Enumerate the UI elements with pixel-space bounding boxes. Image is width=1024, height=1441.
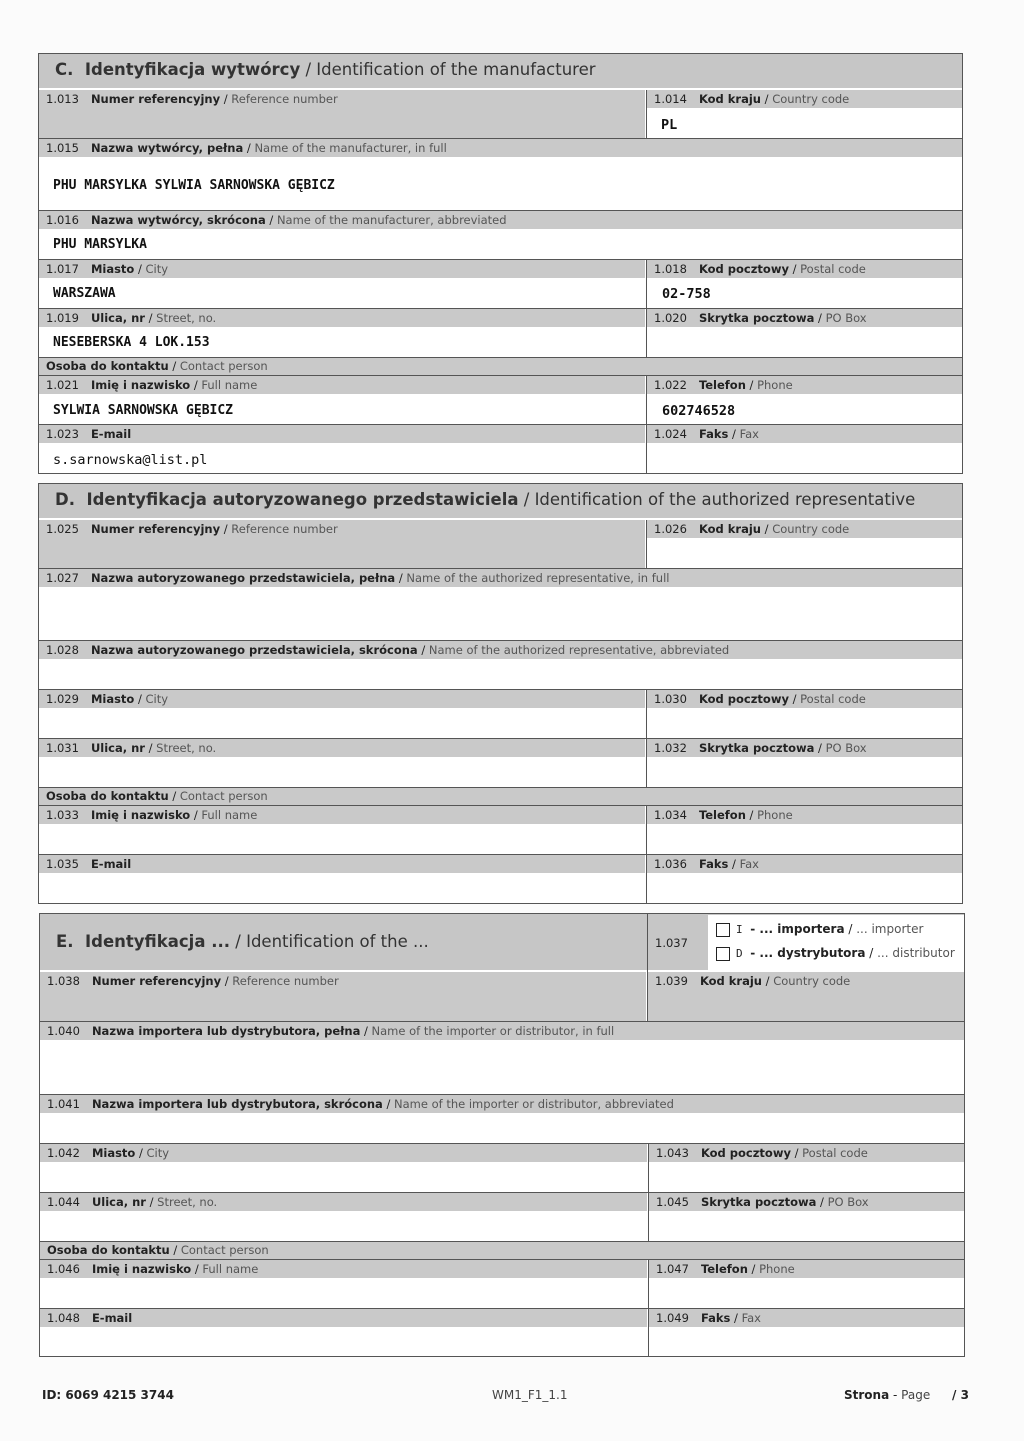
- option-distributor[interactable]: D - ... dystrybutora / ... distributor: [716, 946, 955, 961]
- field-number: 1.023: [46, 427, 79, 441]
- label-en: Reference number: [231, 522, 338, 536]
- label-pl: Skrytka pocztowa: [698, 311, 815, 325]
- label-pl: Telefon: [698, 378, 746, 392]
- field-number: 1.037: [655, 936, 688, 950]
- label-pl: Nazwa importera lub dystrybutora, pełna: [91, 1024, 361, 1038]
- field-1039-label: 1.039 Kod kraju / Country code: [648, 972, 964, 1021]
- label-pl: Miasto: [90, 262, 135, 276]
- label-pl: Imię i nazwisko: [90, 808, 191, 822]
- field-1026-label: 1.026 Kod kraju / Country code: [647, 520, 962, 538]
- label-pl: E-mail: [90, 427, 132, 441]
- phone-value[interactable]: 602746528: [662, 403, 736, 419]
- field-number: 1.014: [654, 92, 687, 106]
- field-number: 1.022: [654, 378, 687, 392]
- field-number: 1.031: [46, 741, 79, 755]
- label-en: Name of the importer or distributor, abbreviated: [394, 1097, 674, 1111]
- label-pl: Faks: [698, 427, 729, 441]
- field-1044-label: 1.044 Ulica, nr / Street, no.: [40, 1193, 647, 1211]
- contact-person-header: Osoba do kontaktu / Contact person: [40, 1242, 964, 1259]
- field-number: 1.039: [655, 974, 688, 988]
- label-en: Full name: [202, 1262, 259, 1276]
- postal-code-value[interactable]: 02-758: [662, 286, 711, 302]
- label-pl: Faks: [698, 857, 729, 871]
- label-en: City: [145, 262, 169, 276]
- section-e-title-pl: Identyfikacja ...: [85, 932, 231, 951]
- field-number: 1.043: [656, 1146, 689, 1160]
- field-number: 1.030: [654, 692, 687, 706]
- label-pl: Kod kraju: [698, 92, 761, 106]
- field-number: 1.021: [46, 378, 79, 392]
- page-total: / 3: [952, 1388, 969, 1402]
- contact-pl: Osoba do kontaktu: [46, 789, 169, 803]
- field-number: 1.036: [654, 857, 687, 871]
- label-pl: Telefon: [700, 1262, 748, 1276]
- label-en: Postal code: [800, 692, 866, 706]
- field-number: 1.038: [47, 974, 80, 988]
- manufacturer-full-name-value[interactable]: PHU MARSYLKA SYLWIA SARNOWSKA GĘBICZ: [53, 178, 335, 193]
- field-number: 1.019: [46, 311, 79, 325]
- label-en: Country code: [772, 522, 850, 536]
- label-pl: Faks: [700, 1311, 731, 1325]
- label-en: Street, no.: [156, 311, 217, 325]
- section-e-importer-distributor: [39, 913, 965, 1357]
- field-number: 1.018: [654, 262, 687, 276]
- document-id: ID: 6069 4215 3744: [42, 1388, 174, 1402]
- label-pl: Numer referencyjny: [91, 974, 222, 988]
- page-en: Page: [901, 1388, 931, 1402]
- field-1046-label: 1.046 Imię i nazwisko / Full name: [40, 1260, 647, 1278]
- label-pl: Kod pocztowy: [698, 692, 789, 706]
- field-number: 1.045: [656, 1195, 689, 1209]
- form-code: WM1_F1_1.1: [492, 1388, 568, 1402]
- label-pl: Telefon: [698, 808, 746, 822]
- field-1032-label: 1.032 Skrytka pocztowa / PO Box: [647, 739, 962, 757]
- label-en: Reference number: [232, 974, 339, 988]
- section-d-authorized-representative: [38, 483, 963, 904]
- field-1027-label: 1.027 Nazwa autoryzowanego przedstawiciela, pełna / Name of the authorized representative, in full: [39, 569, 962, 587]
- field-1048-label: [40, 1309, 647, 1327]
- label-en: City: [146, 1146, 170, 1160]
- label-en: PO Box: [827, 1195, 869, 1209]
- section-e-title-en: Identification of the ...: [246, 932, 429, 951]
- contact-en: Contact person: [179, 359, 268, 373]
- option-code: I: [736, 923, 743, 936]
- field-1022-label: 1.022 Telefon / Phone: [647, 376, 962, 394]
- field-number: 1.047: [656, 1262, 689, 1276]
- field-number: 1.016: [46, 213, 79, 227]
- label-pl: Kod kraju: [698, 522, 761, 536]
- label-pl: Nazwa autoryzowanego przedstawiciela, skrócona: [90, 643, 418, 657]
- option-pl: - ... dystrybutora: [750, 946, 866, 960]
- label-en: Name of the manufacturer, abbreviated: [276, 213, 507, 227]
- field-number: 1.048: [47, 1311, 80, 1325]
- field-number: 1.044: [47, 1195, 80, 1209]
- field-1033-label: 1.033 Imię i nazwisko / Full name: [39, 806, 645, 824]
- section-c-manufacturer: [38, 53, 963, 474]
- field-1029-label: 1.029 Miasto / City: [39, 690, 645, 708]
- section-d-title-pl: Identyfikacja autoryzowanego przedstawiciela: [86, 490, 519, 509]
- label-pl: E-mail: [90, 857, 132, 871]
- label-pl: Imię i nazwisko: [91, 1262, 192, 1276]
- field-1019-label: 1.019 Ulica, nr / Street, no.: [39, 309, 645, 327]
- label-pl: Miasto: [90, 692, 135, 706]
- label-en: Country code: [772, 92, 850, 106]
- section-d-title: D. Identyfikacja autoryzowanego przedstawiciela / Identification of the authorized representative: [39, 484, 962, 518]
- label-en: Phone: [759, 1262, 795, 1276]
- label-en: Phone: [757, 808, 793, 822]
- field-1049-label: 1.049 Faks / Fax: [649, 1309, 964, 1327]
- option-code: D: [736, 947, 743, 960]
- field-1037-label: [648, 934, 708, 952]
- importer-checkbox[interactable]: [716, 923, 730, 937]
- field-number: 1.049: [656, 1311, 689, 1325]
- label-pl: Kod pocztowy: [698, 262, 789, 276]
- field-1018-label: 1.018 Kod pocztowy / Postal code: [647, 260, 962, 278]
- field-number: 1.027: [46, 571, 79, 585]
- field-1021-label: 1.021 Imię i nazwisko / Full name: [39, 376, 645, 394]
- label-pl: Numer referencyjny: [90, 522, 221, 536]
- field-number: 1.042: [47, 1146, 80, 1160]
- street-value[interactable]: NESEBERSKA 4 LOK.153: [53, 335, 210, 350]
- field-1040-label: 1.040 Nazwa importera lub dystrybutora, pełna / Name of the importer or distributor, in full: [40, 1022, 964, 1040]
- section-c-title-pl: Identyfikacja wytwórcy: [84, 60, 301, 79]
- field-number: 1.040: [47, 1024, 80, 1038]
- label-en: Phone: [757, 378, 793, 392]
- label-en: Street, no.: [156, 741, 217, 755]
- option-en: ... distributor: [877, 946, 955, 960]
- field-1016-label: 1.016 Nazwa wytwórcy, skrócona / Name of the manufacturer, abbreviated: [39, 211, 962, 229]
- field-1015-label: 1.015 Nazwa wytwórcy, pełna / Name of the manufacturer, in full: [39, 139, 962, 157]
- field-number: 1.046: [47, 1262, 80, 1276]
- label-en: Name of the importer or distributor, in full: [371, 1024, 615, 1038]
- field-1038-label: 1.038 Numer referencyjny / Reference number: [40, 972, 646, 1021]
- field-1014-label: 1.014 Kod kraju / Country code: [647, 90, 962, 108]
- field-1034-label: 1.034 Telefon / Phone: [647, 806, 962, 824]
- field-1031-label: 1.031 Ulica, nr / Street, no.: [39, 739, 645, 757]
- label-en: Street, no.: [157, 1195, 218, 1209]
- field-1041-label: 1.041 Nazwa importera lub dystrybutora, skrócona / Name of the importer or distributor, abbreviated: [40, 1095, 964, 1113]
- option-importer[interactable]: I - ... importera / ... importer: [716, 922, 923, 937]
- label-pl: Nazwa importera lub dystrybutora, skrócona: [91, 1097, 383, 1111]
- label-en: Fax: [739, 857, 759, 871]
- field-number: 1.034: [654, 808, 687, 822]
- label-pl: Ulica, nr: [91, 1195, 146, 1209]
- contact-en: Contact person: [180, 1243, 269, 1257]
- field-number: 1.026: [654, 522, 687, 536]
- label-pl: Numer referencyjny: [90, 92, 221, 106]
- section-d-title-en: Identification of the authorized representative: [534, 490, 916, 509]
- field-1023-label: [39, 425, 645, 443]
- field-1042-label: 1.042 Miasto / City: [40, 1144, 647, 1162]
- label-pl: Miasto: [91, 1146, 136, 1160]
- label-en: Reference number: [231, 92, 338, 106]
- field-number: 1.020: [654, 311, 687, 325]
- field-1030-label: 1.030 Kod pocztowy / Postal code: [647, 690, 962, 708]
- field-number: 1.041: [47, 1097, 80, 1111]
- country-code-value[interactable]: PL: [661, 117, 678, 133]
- field-1043-label: 1.043 Kod pocztowy / Postal code: [649, 1144, 964, 1162]
- contact-en: Contact person: [179, 789, 268, 803]
- option-en: ... importer: [856, 922, 924, 936]
- section-c-title: C. Identyfikacja wytwórcy / Identification of the manufacturer: [39, 54, 962, 88]
- label-pl: E-mail: [91, 1311, 133, 1325]
- field-1025-label: 1.025 Numer referencyjny / Reference number: [39, 520, 645, 568]
- field-number: 1.028: [46, 643, 79, 657]
- label-en: Name of the manufacturer, in full: [254, 141, 447, 155]
- label-en: Name of the authorized representative, abbreviated: [428, 643, 730, 657]
- contact-person-header: Osoba do kontaktu / Contact person: [39, 788, 962, 805]
- label-en: City: [145, 692, 169, 706]
- email-value[interactable]: s.sarnowska@list.pl: [53, 452, 208, 468]
- contact-pl: Osoba do kontaktu: [46, 359, 169, 373]
- field-number: 1.013: [46, 92, 79, 106]
- manufacturer-short-name-value[interactable]: PHU MARSYLKA: [53, 237, 147, 252]
- label-en: Postal code: [802, 1146, 868, 1160]
- contact-name-value[interactable]: SYLWIA SARNOWSKA GĘBICZ: [53, 403, 234, 418]
- section-c-title-en: Identification of the manufacturer: [316, 60, 596, 79]
- field-1013-label: 1.013 Numer referencyjny / Reference number: [39, 90, 645, 138]
- field-number: 1.024: [654, 427, 687, 441]
- field-1017-label: 1.017 Miasto / City: [39, 260, 645, 278]
- label-pl: Nazwa wytwórcy, skrócona: [90, 213, 266, 227]
- label-pl: Skrytka pocztowa: [700, 1195, 817, 1209]
- contact-pl: Osoba do kontaktu: [47, 1243, 170, 1257]
- label-en: Fax: [739, 427, 759, 441]
- field-number: 1.025: [46, 522, 79, 536]
- field-1028-label: 1.028 Nazwa autoryzowanego przedstawiciela, skrócona / Name of the authorized representative, abbreviated: [39, 641, 962, 659]
- field-1020-label: 1.020 Skrytka pocztowa / PO Box: [647, 309, 962, 327]
- label-pl: Ulica, nr: [90, 311, 145, 325]
- label-pl: Kod pocztowy: [700, 1146, 791, 1160]
- field-number: 1.015: [46, 141, 79, 155]
- field-number: 1.033: [46, 808, 79, 822]
- label-en: Postal code: [800, 262, 866, 276]
- label-en: PO Box: [825, 311, 867, 325]
- page-indicator: Strona - Page / 3: [844, 1388, 969, 1402]
- label-en: PO Box: [825, 741, 867, 755]
- label-en: Full name: [201, 378, 258, 392]
- label-pl: Skrytka pocztowa: [698, 741, 815, 755]
- label-en: Full name: [201, 808, 258, 822]
- label-pl: Imię i nazwisko: [90, 378, 191, 392]
- field-number: 1.017: [46, 262, 79, 276]
- field-number: 1.029: [46, 692, 79, 706]
- field-number: 1.035: [46, 857, 79, 871]
- field-1047-label: 1.047 Telefon / Phone: [649, 1260, 964, 1278]
- label-pl: Ulica, nr: [90, 741, 145, 755]
- field-1036-label: 1.036 Faks / Fax: [647, 855, 962, 873]
- contact-person-header: Osoba do kontaktu / Contact person: [39, 358, 962, 375]
- label-en: Name of the authorized representative, in full: [406, 571, 670, 585]
- section-e-title: E. Identyfikacja ... / Identification of the ...: [40, 914, 964, 970]
- label-pl: Nazwa autoryzowanego przedstawiciela, pełna: [90, 571, 396, 585]
- field-1035-label: [39, 855, 645, 873]
- field-1024-label: 1.024 Faks / Fax: [647, 425, 962, 443]
- label-en: Fax: [741, 1311, 761, 1325]
- field-1045-label: 1.045 Skrytka pocztowa / PO Box: [649, 1193, 964, 1211]
- label-pl: Kod kraju: [699, 974, 762, 988]
- label-en: Country code: [773, 974, 851, 988]
- field-number: 1.032: [654, 741, 687, 755]
- distributor-checkbox[interactable]: [716, 947, 730, 961]
- option-pl: - ... importera: [750, 922, 845, 936]
- page-pl: Strona: [844, 1388, 890, 1402]
- label-pl: Nazwa wytwórcy, pełna: [90, 141, 244, 155]
- city-value[interactable]: WARSZAWA: [53, 286, 116, 301]
